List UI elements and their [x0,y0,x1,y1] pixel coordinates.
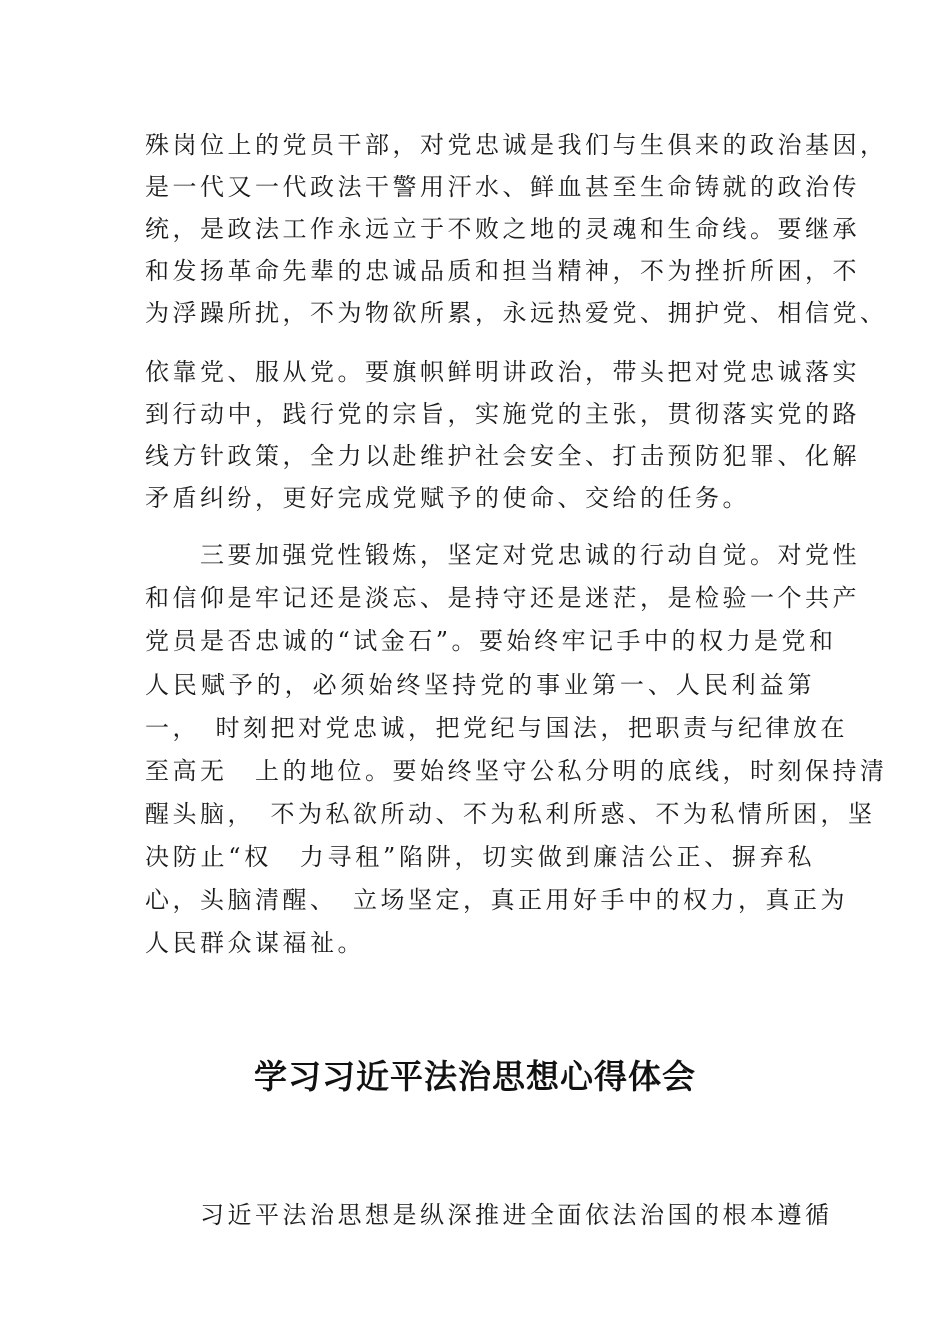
section-title: 学习习近平法治思想心得体会 [254,1057,696,1096]
paragraph-2-line: 决防止“权 力寻租”陷阱，切实做到廉洁公正、摒弃私 [145,843,815,871]
paragraph-2-line: 和信仰是牢记还是淡忘、是持守还是迷茫，是检验一个共产 [145,584,860,612]
paragraph-1-line: 到行动中，践行党的宗旨，实施党的主张，贯彻落实党的路 [145,400,860,428]
paragraph-1-line: 和发扬革命先辈的忠诚品质和担当精神，不为挫折所困，不 [145,257,860,285]
paragraph-2-line: 醒头脑， 不为私欲所动、不为私利所惑、不为私情所困，坚 [145,800,876,828]
paragraph-2-line: 一， 时刻把对党忠诚，把党纪与国法，把职责与纪律放在 [145,714,848,742]
paragraph-2-line: 至高无 上的地位。要始终坚守公私分明的底线，时刻保持清 [145,757,888,785]
paragraph-1-line: 统，是政法工作永远立于不败之地的灵魂和生命线。要继承 [145,215,860,243]
paragraph-2-line: 人民群众谋福祉。 [145,929,365,957]
paragraph-1-line: 为浮躁所扰，不为物欲所累，永远热爱党、拥护党、相信党、 [145,299,888,327]
paragraph-1-line: 线方针政策，全力以赴维护社会安全、打击预防犯罪、化解 [145,442,860,470]
paragraph-2-line: 三要加强党性锻炼，坚定对党忠诚的行动自觉。对党性 [145,541,860,569]
paragraph-1-line: 是一代又一代政法干警用汗水、鲜血甚至生命铸就的政治传 [145,173,860,201]
paragraph-2-line: 心，头脑清醒、 立场坚定，真正用好手中的权力，真正为 [145,886,848,914]
paragraph-1-line: 殊岗位上的党员干部，对党忠诚是我们与生俱来的政治基因， [145,131,888,159]
paragraph-1-line: 依靠党、服从党。要旗帜鲜明讲政治，带头把对党忠诚落实 [145,358,860,386]
paragraph-2-line: 党员是否忠诚的“试金石”。要始终牢记手中的权力是党和 [145,627,837,655]
paragraph-2-line: 人民赋予的，必须始终坚持党的事业第一、人民利益第 [145,671,815,699]
paragraph-1-line: 矛盾纠纷，更好完成党赋予的使命、交给的任务。 [145,484,750,512]
paragraph-3-line: 习近平法治思想是纵深推进全面依法治国的根本遵循 [145,1201,833,1229]
